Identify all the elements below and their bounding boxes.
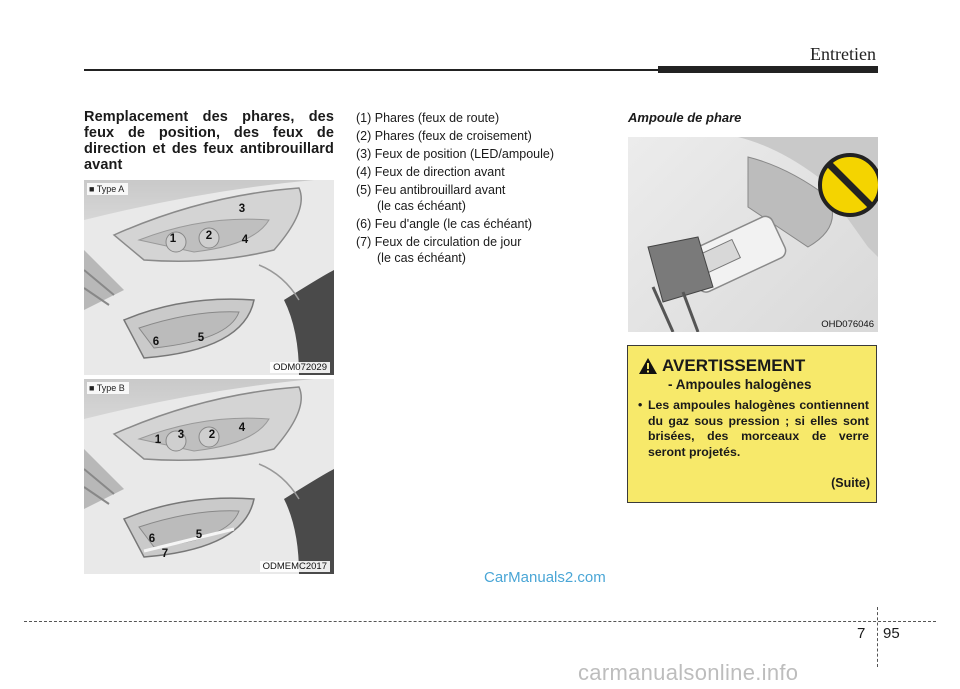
list-item-text: (6) Feu d'angle (le cas échéant) [356, 217, 533, 231]
callout-number: 1 [154, 434, 162, 446]
footer-rule [24, 621, 936, 622]
chapter-number: 7 [857, 625, 866, 642]
callout-number: 5 [195, 529, 203, 541]
list-item [356, 164, 606, 180]
list-item-text: (1) Phares (feux de route) [356, 111, 500, 125]
figure-type-a [84, 180, 334, 375]
section-heading: Remplacement des phares, des feux de position, des feux de direction et des feux antibrouillard avant [84, 109, 334, 173]
watermark-link[interactable]: CarManuals2.com [484, 569, 606, 586]
list-item [356, 216, 606, 232]
list-item [356, 182, 606, 214]
figure-type-b [84, 379, 334, 574]
callout-number: 6 [148, 533, 156, 545]
warning-subtitle: - Ampoules halogènes [668, 377, 812, 392]
header-bar [658, 66, 878, 73]
list-item [356, 128, 606, 144]
list-item-continuation: (le cas échéant) [377, 199, 466, 213]
callout-number: 2 [208, 429, 216, 441]
parts-list [356, 110, 606, 268]
list-item-continuation: (le cas échéant) [377, 251, 466, 265]
footer-divider [877, 607, 878, 667]
warning-box [627, 345, 877, 503]
bullet-marker: • [638, 398, 643, 412]
list-item-text: (3) Feux de position (LED/ampoule) [356, 147, 555, 161]
headlamp-illustration-b [84, 379, 334, 574]
callout-number: 1 [169, 233, 177, 245]
chapter-title: Entretien [810, 44, 876, 64]
callout-number: 6 [152, 336, 160, 348]
list-item [356, 110, 606, 126]
callout-number: 4 [238, 422, 246, 434]
list-item-text: (5) Feu antibrouillard avant [356, 183, 506, 197]
figure-code: ODMEMC2017 [260, 561, 330, 572]
warning-text [636, 398, 869, 460]
bulb-section-title: Ampoule de phare [628, 110, 742, 125]
header-rule [84, 69, 658, 71]
callout-number: 7 [161, 548, 169, 560]
list-item [356, 234, 606, 266]
headlamp-illustration-a [84, 180, 334, 375]
list-item [356, 146, 606, 162]
warning-continued: (Suite) [831, 476, 870, 490]
halogen-bulb-illustration [628, 137, 878, 332]
figure-type-label: ■ Type B [87, 382, 129, 394]
list-item-text: (7) Feux de circulation de jour [356, 235, 522, 249]
figure-code: ODM072029 [270, 362, 330, 373]
callout-number: 5 [197, 332, 205, 344]
bulb-figure [628, 137, 878, 332]
warning-title: AVERTISSEMENT [662, 356, 806, 375]
figure-code: OHD076046 [821, 319, 874, 330]
list-item-text: (4) Feux de direction avant [356, 165, 505, 179]
callout-number: 3 [238, 203, 246, 215]
watermark-site: carmanualsonline.info [578, 660, 799, 685]
warning-triangle-icon [638, 357, 658, 375]
list-item-text: (2) Phares (feux de croisement) [356, 129, 532, 143]
callout-number: 4 [241, 234, 249, 246]
warning-body: Les ampoules halogènes contiennent du gaz sous pression ; si elles sont brisées, des morceaux de verre seront projetés. [648, 398, 869, 459]
callout-number: 3 [177, 429, 185, 441]
page-number: 95 [883, 625, 900, 642]
figure-type-label: ■ Type A [87, 183, 128, 195]
callout-number: 2 [205, 230, 213, 242]
